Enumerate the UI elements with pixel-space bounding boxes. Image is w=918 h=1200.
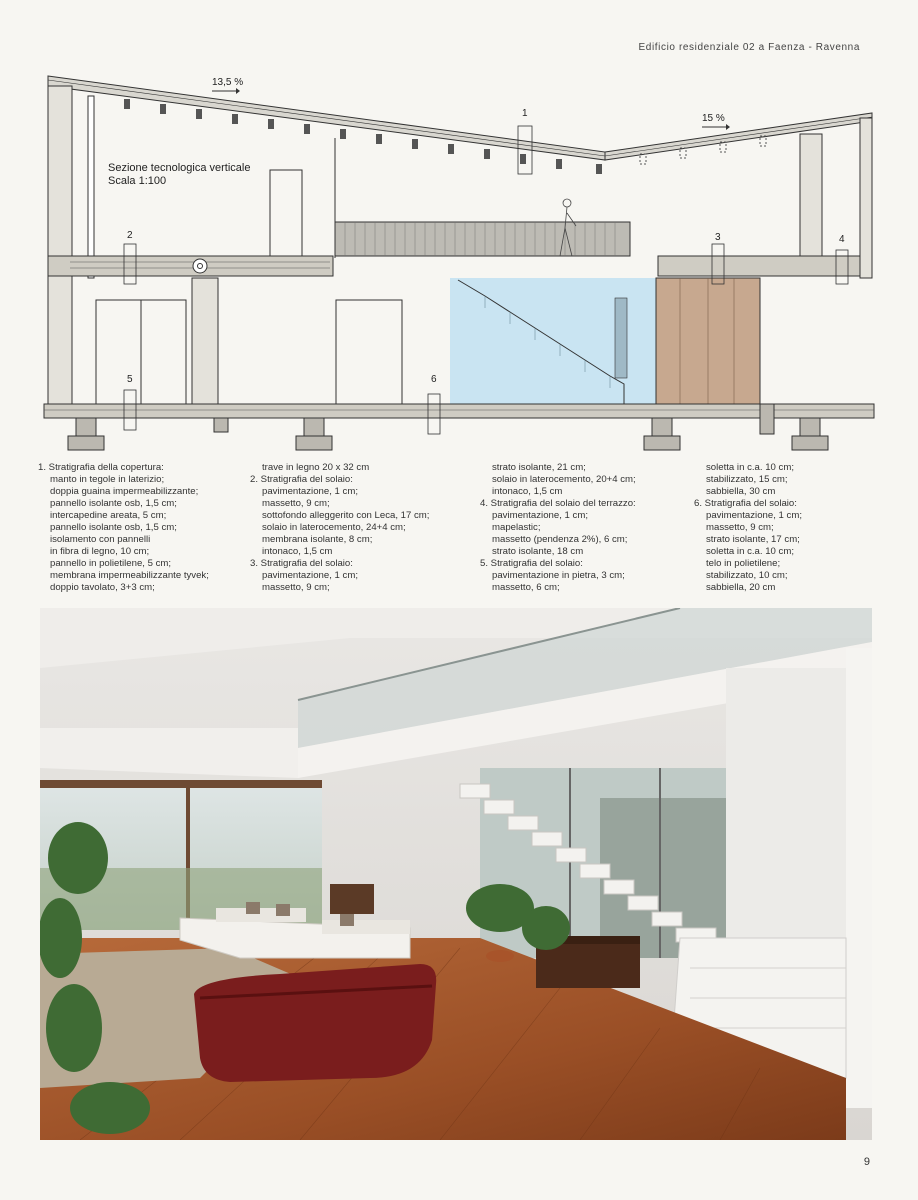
stratigraphy-legend [38,462,880,598]
legend-line: stabilizzato, 15 cm; [706,474,788,485]
legend-line: telo in polietilene; [706,558,781,569]
legend-line: intonaco, 1,5 cm [262,546,333,557]
legend-line: pavimentazione, 1 cm; [262,570,358,581]
legend-line: soletta in c.a. 10 cm; [706,462,794,473]
page-number: 9 [863,1156,870,1168]
legend-line: strato isolante, 18 cm [492,546,584,557]
legend-line: doppio tavolato, 3+3 cm; [50,582,155,593]
callout-3: 3 [715,232,721,243]
drawing-title-line1: Sezione tecnologica verticale [108,162,251,174]
slope-right-label: 15 % [702,113,725,124]
legend-line: 4. Stratigrafia del solaio del terrazzo: [480,498,636,509]
legend-line: pavimentazione, 1 cm; [262,486,358,497]
legend-line: pannello isolante osb, 1,5 cm; [50,522,177,533]
legend-line: stabilizzato, 10 cm; [706,570,788,581]
legend-line: 1. Stratigrafia della copertura: [38,462,164,473]
callout-1: 1 [522,108,528,119]
running-title: Edificio residenziale 02 a Faenza - Ravenna [638,42,860,53]
legend-line: sabbiella, 30 cm [706,486,776,497]
legend-column-1 [38,462,209,594]
callout-4: 4 [839,234,845,245]
drawing-title-line2: Scala 1:100 [108,175,167,187]
legend-line: solaio in laterocemento, 24+4 cm; [262,522,406,533]
callout-5: 5 [127,374,133,385]
section-drawing [40,68,878,458]
legend-line: 3. Stratigrafia del solaio: [250,558,353,569]
legend-line: massetto (pendenza 2%), 6 cm; [492,534,628,545]
callout-6: 6 [431,374,437,385]
callout-2: 2 [127,230,133,241]
legend-line: intonaco, 1,5 cm [492,486,563,497]
legend-line: sottofondo alleggerito con Leca, 17 cm; [262,510,430,521]
legend-line: mapelastic; [492,522,541,533]
legend-line: solaio in laterocemento, 20+4 cm; [492,474,636,485]
legend-line: pavimentazione in pietra, 3 cm; [492,570,625,581]
legend-line: membrana isolante, 8 cm; [262,534,373,545]
legend-line: doppia guaina impermeabilizzante; [50,486,199,497]
legend-line: trave in legno 20 x 32 cm [262,462,370,473]
legend-line: pavimentazione, 1 cm; [706,510,802,521]
legend-column-3 [480,462,636,594]
legend-line: soletta in c.a. 10 cm; [706,546,794,557]
legend-line: 6. Stratigrafia del solaio: [694,498,797,509]
legend-line: pavimentazione, 1 cm; [492,510,588,521]
legend-line: isolamento con pannelli [50,534,151,545]
legend-line: manto in tegole in laterizio; [50,474,165,485]
legend-line: sabbiella, 20 cm [706,582,776,593]
legend-column-2 [250,462,429,594]
legend-line: strato isolante, 21 cm; [492,462,586,473]
legend-line: massetto, 9 cm; [262,582,330,593]
legend-line: intercapedine areata, 5 cm; [50,510,167,521]
legend-line: pannello isolante osb, 1,5 cm; [50,498,177,509]
interior-photo [40,608,872,1140]
slope-left-label: 13,5 % [212,77,244,88]
legend-line: massetto, 9 cm; [706,522,774,533]
legend-line: 2. Stratigrafia del solaio: [250,474,353,485]
legend-line: 5. Stratigrafia del solaio: [480,558,583,569]
legend-line: in fibra di legno, 10 cm; [50,546,150,557]
legend-line: membrana impermeabilizzante tyvek; [50,570,209,581]
legend-line: massetto, 9 cm; [262,498,330,509]
legend-line: massetto, 6 cm; [492,582,560,593]
legend-line: pannello in polietilene, 5 cm; [50,558,172,569]
legend-column-4 [694,462,802,594]
legend-line: strato isolante, 17 cm; [706,534,800,545]
